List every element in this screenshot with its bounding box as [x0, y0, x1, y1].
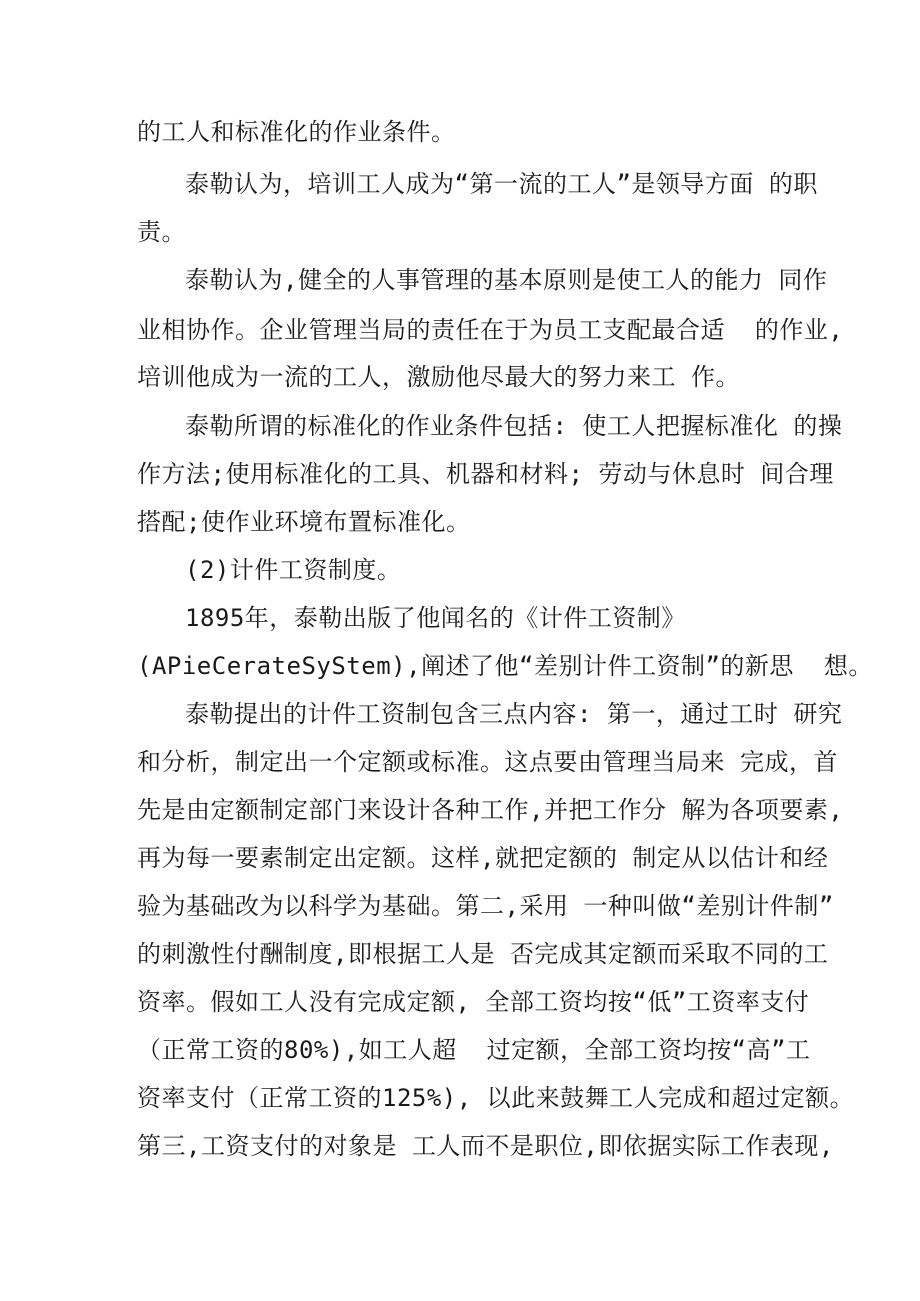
text-line-11: 1895年，泰勒出版了他闻名的《计件工资制》: [185, 604, 686, 632]
text-line-14: 和分析，制定出一个定额或标准。这点要由管理当局来 完成，首: [137, 748, 838, 776]
text-line-16: 再为每一要素制定出定额。这样,就把定额的 制定从以估计和经: [137, 844, 829, 872]
text-line-9: 搭配;使作业环境布置标准化。: [137, 508, 471, 536]
text-line-1: 的工人和标准化的作业条件。: [137, 118, 456, 146]
text-line-19: 资率。假如工人没有完成定额, 全部工资均按“低”工资率支付: [137, 988, 810, 1016]
text-line-6: 培训他成为一流的工人，激励他尽最大的努力来工 作。: [137, 363, 740, 391]
text-line-12: (APieCerateSyStem),阐述了他“差别计件工资制”的新思 想。: [137, 652, 873, 680]
text-line-8: 作方法;使用标准化的工具、机器和材料; 劳动与休息时 间合理: [137, 460, 834, 488]
text-line-13: 泰勒提出的计件工资制包含三点内容: 第一，通过工时 研究: [185, 700, 843, 728]
text-line-15: 先是由定额制定部门来设计各种工作,并把工作分 解为各项要素,: [137, 796, 844, 824]
text-line-5: 业相协作。企业管理当局的责任在于为员工支配最合适 的作业,: [137, 316, 844, 344]
text-line-7: 泰勒所谓的标准化的作业条件包括: 使工人把握标准化 的操: [185, 412, 843, 440]
text-line-21: 资率支付（正常工资的125%), 以此来鼓舞工人完成和超过定额。: [137, 1084, 855, 1112]
text-line-22: 第三,工资支付的对象是 工人而不是职位,即依据实际工作表现,: [137, 1132, 834, 1160]
text-line-2: 泰勒认为，培训工人成为“第一流的工人”是领导方面 的职: [185, 170, 818, 198]
text-line-17: 验为基础改为以科学为基础。第二,采用 一种叫做“差别计件制”: [137, 892, 834, 920]
text-line-18: 的刺激性付酬制度,即根据工人是 否完成其定额而采取不同的工: [137, 940, 829, 968]
text-line-3: 责。: [137, 218, 186, 246]
text-line-4: 泰勒认为,健全的人事管理的基本原则是使工人的能力 同作: [185, 266, 828, 294]
text-line-10: (2)计件工资制度。: [185, 556, 402, 584]
text-line-20: （正常工资的80%),如工人超 过定额，全部工资均按“高”工: [137, 1036, 811, 1064]
